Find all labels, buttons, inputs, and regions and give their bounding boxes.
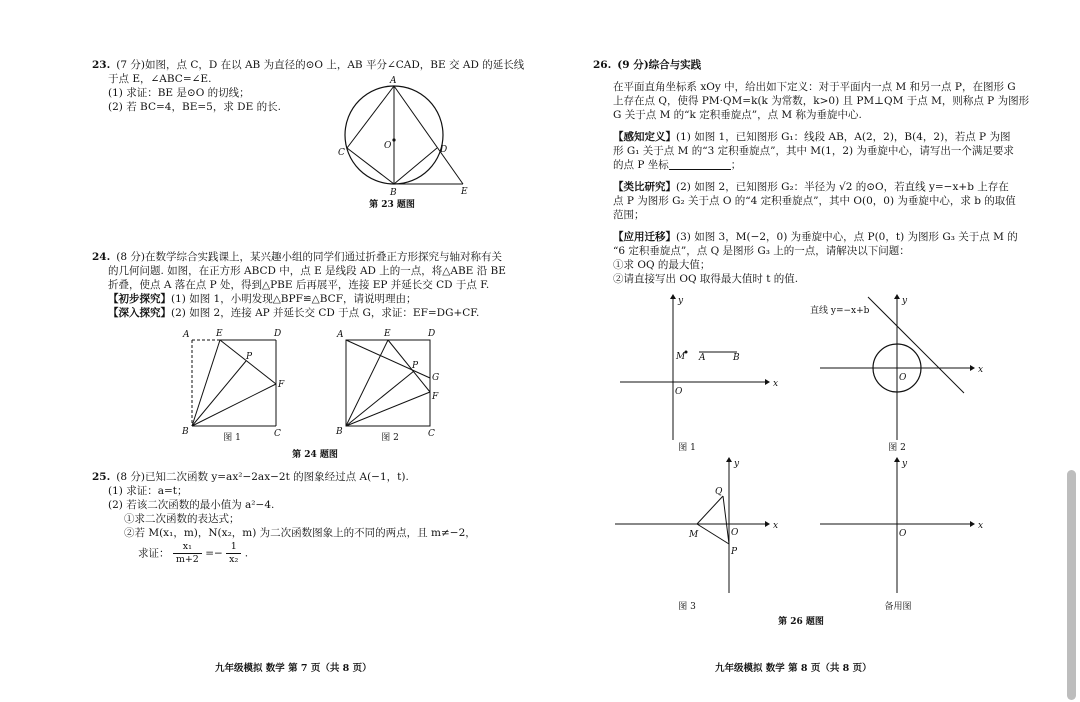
label-p: P	[412, 361, 419, 371]
figure-26-spare-coordinate-plane	[820, 458, 990, 598]
section-tag: 【应用迁移】	[613, 231, 676, 243]
origin-label: O	[675, 387, 683, 397]
question-part: (1) 求证：BE 是⊙O 的切线；	[108, 87, 250, 99]
label-b: B	[182, 427, 189, 437]
question-text: 折叠，使点 A 落在点 P 处，得到△PBE 后再展平，连接 EP 并延长交 CD 于点 F.	[108, 279, 490, 291]
segment-mp	[697, 524, 729, 544]
segment-ef	[388, 340, 430, 392]
center-point	[392, 138, 395, 141]
question-part: 点 P 为图形 G₂ 关于点 O 的“4 定积垂旋点”，其中 O(0，0) 为垂旋中心，求 b 的取值	[613, 195, 1016, 207]
definition-text: G 关于点 M 的“k 定积垂旋点”，点 M 称为垂旋中心.	[613, 109, 862, 121]
label-b: B	[733, 353, 740, 363]
figure-caption: 第 24 题图	[292, 450, 338, 460]
proof-equation	[138, 541, 248, 566]
minus-sign: −	[214, 547, 223, 560]
figure-26-2-coordinate-plane	[810, 295, 990, 445]
square-abcd	[346, 340, 430, 426]
y-axis-arrow	[726, 457, 732, 462]
label-a: A	[390, 76, 397, 86]
section-tag: 【感知定义】	[613, 131, 676, 143]
prove-prefix: 求证：	[138, 547, 170, 560]
origin-label: O	[899, 529, 907, 539]
segment-qp	[723, 496, 729, 544]
segment-bp	[192, 361, 246, 426]
fraction-1	[173, 541, 202, 566]
question-number: 26.	[593, 59, 612, 71]
y-axis-label: y	[678, 296, 684, 306]
figure-caption: 备用图	[884, 602, 912, 612]
question-part: (3) 如图 3，M(−2，0) 为垂旋中心，点 P(0，t) 为图形 G₃ 关于点 M 的	[676, 231, 1018, 243]
question-part: 形 G₁ 关于点 M 的“3 定积垂旋点”，其中 M(1，2) 为垂旋中心，请写出一个满足要求	[613, 145, 1014, 157]
y-axis-arrow	[670, 294, 676, 299]
segment-ac	[347, 86, 394, 148]
equals-sign: =	[205, 547, 215, 560]
y-axis-label: y	[734, 459, 740, 469]
question-subpart: ②请直接写出 OQ 取得最大值时 t 的值.	[613, 273, 799, 285]
label-q: Q	[715, 487, 723, 497]
figure-23-circle-diagram	[335, 76, 475, 202]
figure-24-2-square	[336, 328, 456, 438]
figure-caption: 第 26 题图	[778, 617, 824, 627]
x-axis-label: x	[978, 365, 984, 375]
label-e: E	[384, 329, 391, 339]
label-p: P	[731, 547, 738, 557]
fraction-numerator: x₁	[173, 541, 202, 554]
question-25	[92, 470, 492, 540]
label-d: D	[440, 145, 448, 155]
label-a: A	[699, 353, 706, 363]
fraction-denominator: x₂	[229, 554, 239, 565]
answer-blank	[669, 159, 731, 170]
question-text: (8 分)已知二次函数 y=ax²−2ax−2t 的图象经过点 A(−1，t).	[116, 471, 409, 483]
x-axis-label: x	[773, 521, 779, 531]
figure-26-1-coordinate-plane	[615, 295, 779, 445]
x-axis-label: x	[978, 521, 984, 531]
page-footer: 九年级模拟 数学 第 7 页（共 8 页）	[215, 663, 372, 674]
exam-page-8	[540, 0, 1080, 702]
label-a: A	[183, 330, 190, 340]
label-b: B	[390, 188, 397, 198]
question-subpart: ②若 M(x₁，m)，N(x₂，m) 为二次函数图象上的不同的两点，且 m≠−2，	[124, 527, 476, 539]
x-axis-arrow	[970, 365, 975, 371]
label-e: E	[216, 329, 223, 339]
label-d: D	[274, 329, 282, 339]
question-number: 25.	[92, 471, 111, 483]
segment-bf	[192, 384, 276, 426]
label-f: F	[278, 380, 285, 390]
definition-text: 上存在点 Q，使得 PM·QM=k(k 为常数，k>0) 且 PM⊥QM 于点 M，则称点 P 为图形	[613, 95, 1030, 107]
y-axis-label: y	[902, 459, 908, 469]
question-text: 于点 E，∠ABC=∠E.	[108, 73, 212, 85]
figure-caption: 图 1	[223, 433, 241, 443]
page-footer: 九年级模拟 数学 第 8 页（共 8 页）	[715, 663, 872, 674]
origin-label: O	[899, 373, 907, 383]
question-part: (1) 求证：a=t；	[108, 485, 188, 497]
question-24	[92, 250, 506, 320]
section-tag: 【初步探究】	[108, 293, 171, 305]
label-f: F	[432, 392, 439, 402]
question-part: (2) 如图 2，已知图形 G₂：半径为 √2 的⊙O，若直线 y=−x+b 上存在	[676, 181, 1009, 193]
label-g: G	[432, 373, 440, 383]
origin-label: O	[731, 528, 739, 538]
y-axis-label: y	[902, 296, 908, 306]
question-subpart: ①求 OQ 的最大值；	[613, 259, 711, 271]
fraction-2	[226, 541, 241, 566]
question-text: 的几何问题. 如图，在正方形 ABCD 中，点 E 是线段 AD 上的一点，将△ABE 沿 BE	[108, 265, 506, 277]
figure-caption: 图 1	[678, 443, 696, 453]
section-tag: 【深入探究】	[108, 307, 171, 319]
label-c: C	[338, 148, 345, 158]
segment-bp	[346, 371, 414, 426]
figure-24-1-square	[182, 328, 292, 438]
segment-bf	[346, 392, 430, 426]
question-part: (2) 如图 2，连接 AP 并延长交 CD 于点 G，求证：EF=DG+CF.	[171, 307, 480, 319]
question-part: 范围；	[613, 209, 645, 221]
figure-26-3-coordinate-plane	[615, 458, 779, 598]
x-axis-arrow	[765, 521, 770, 527]
definition-text: 在平面直角坐标系 xOy 中，给出如下定义：对于平面内一点 M 和另一点 P，在图形 G	[613, 81, 1016, 93]
segment-ag	[346, 340, 430, 378]
question-part: ；	[730, 159, 742, 171]
question-part: (2) 若 BC=4，BE=5，求 DE 的长.	[108, 101, 281, 113]
x-axis-arrow	[765, 379, 770, 385]
label-c: C	[274, 429, 281, 439]
question-part: “6 定积垂旋点”，点 Q 是图形 G₃ 上的一点，请解决以下问题：	[613, 245, 910, 257]
figure-caption: 图 3	[678, 602, 696, 612]
question-part: 的点 P 坐标	[613, 159, 669, 171]
label-o: O	[384, 141, 392, 151]
y-axis-arrow	[894, 457, 900, 462]
fraction-denominator: m+2	[175, 554, 199, 565]
figure-caption: 第 23 题图	[369, 200, 415, 210]
fraction-numerator: 1	[226, 541, 241, 554]
question-part: (2) 若该二次函数的最小值为 a²−4.	[108, 499, 275, 511]
question-part: (1) 如图 1，小明发现△BPF≌△BCF，请说明理由；	[171, 293, 417, 305]
label-e: E	[461, 187, 468, 197]
label-m: M	[689, 530, 699, 540]
period: .	[244, 547, 249, 560]
line-label: 直线 y=−x+b	[810, 306, 870, 316]
label-c: C	[428, 429, 435, 439]
question-26	[593, 58, 1033, 286]
segment-be	[192, 340, 220, 426]
question-text: (7 分)如图，点 C，D 在以 AB 为直径的⊙O 上，AB 平分∠CAD，BE 交 AD 的延长线	[116, 59, 525, 71]
line-y-neg-x-plus-b	[868, 297, 964, 393]
section-tag: 【类比研究】	[613, 181, 676, 193]
segment-ef	[220, 340, 276, 384]
question-subpart: ①求二次函数的表达式；	[124, 513, 240, 525]
segment-be	[346, 340, 388, 426]
x-axis-label: x	[773, 379, 779, 389]
question-part: (1) 如图 1，已知图形 G₁：线段 AB，A(2，2)，B(4，2)，若点 P 为图	[676, 131, 1011, 143]
label-m: M	[676, 352, 686, 362]
segment-mq	[697, 496, 723, 524]
y-axis-arrow	[894, 294, 900, 299]
label-d: D	[428, 329, 436, 339]
x-axis-arrow	[970, 521, 975, 527]
label-a: A	[337, 330, 344, 340]
question-number: 23.	[92, 59, 111, 71]
label-p: P	[246, 352, 253, 362]
vertical-scrollbar[interactable]	[1067, 470, 1076, 700]
figure-caption: 图 2	[888, 443, 906, 453]
label-b: B	[336, 427, 343, 437]
question-text: (8 分)在数学综合实践课上，某兴趣小组的同学们通过折叠正方形探究与轴对称有关	[116, 251, 502, 263]
question-number: 24.	[92, 251, 111, 263]
question-title: (9 分)综合与实践	[617, 59, 702, 71]
figure-caption: 图 2	[381, 433, 399, 443]
